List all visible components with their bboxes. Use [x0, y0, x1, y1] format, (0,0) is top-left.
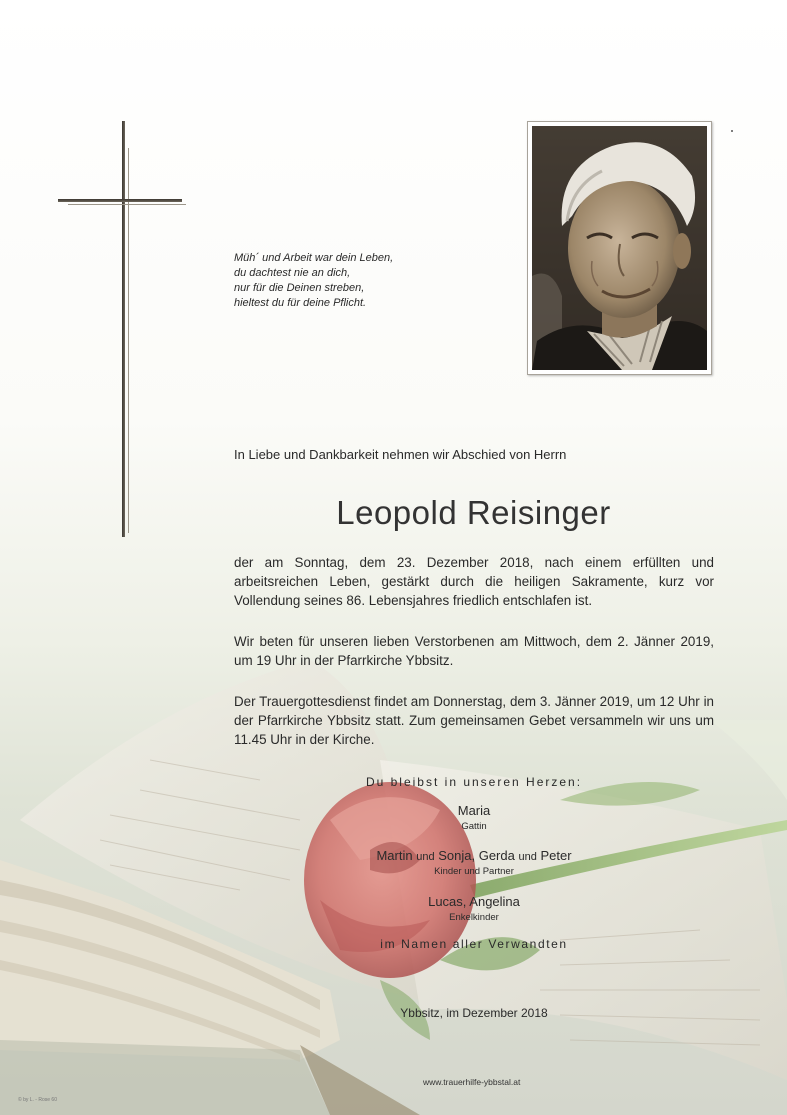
children-names: Martin und Sonja, Gerda und Peter	[376, 848, 572, 863]
poem-line: Müh´ und Arbeit war dein Leben,	[234, 252, 394, 264]
speck-dot	[731, 130, 733, 132]
child-name: Peter	[540, 848, 572, 863]
grandchildren-relation: Enkelkinder	[449, 912, 499, 923]
intro-text: In Liebe und Dankbarkeit nehmen wir Abschied von Herrn	[234, 447, 567, 462]
conjunction: und	[416, 851, 435, 863]
portrait-photo-frame	[527, 121, 712, 375]
portrait-photo	[532, 126, 707, 370]
service-paragraph: Der Trauergottesdienst findet am Donnerstag, dem 3. Jänner 2019, um 12 Uhr in der Pfarrkirche Ybbsitz statt. Zum gemeinsamen Gebet versammeln wir uns um 11.45 Uhr in der Kirche.	[234, 694, 714, 747]
grandchildren-names: Lucas, Angelina	[428, 894, 520, 909]
closing-line: im Namen aller Verwandten	[380, 937, 568, 951]
child-name: Sonja	[438, 848, 472, 863]
death-paragraph: der am Sonntag, dem 23. Dezember 2018, nach einem erfüllten und arbeitsreichen Leben, gestärkt durch die heiligen Sakramente, kurz vor Vollendung seines 86. Lebensjahres friedlich entschlafen ist.	[234, 555, 714, 608]
website-link[interactable]: www.trauerhilfe-ybbstal.at	[423, 1077, 521, 1087]
poem	[234, 251, 393, 311]
spouse-relation: Gattin	[461, 821, 487, 832]
child-name: Martin	[376, 848, 413, 863]
poem-line: nur für die Deinen streben,	[234, 282, 365, 294]
spouse-name: Maria	[457, 803, 491, 818]
children-relation: Kinder und Partner	[434, 866, 514, 877]
poem-line: du dachtest nie an dich,	[234, 267, 351, 279]
place-date: Ybbsitz, im Dezember 2018	[400, 1006, 548, 1020]
conjunction: und	[518, 851, 537, 863]
poem-line: hieltest du für deine Pflicht.	[234, 297, 367, 309]
design-code: © by L. - Rose 60	[18, 1097, 57, 1103]
child-name: Gerda	[478, 848, 515, 863]
deceased-name: Leopold Reisinger	[336, 494, 611, 531]
mourners-heading: Du bleibst in unseren Herzen:	[365, 775, 583, 789]
prayer-paragraph: Wir beten für unseren lieben Verstorbenen am Mittwoch, dem 2. Jänner 2019, um 19 Uhr in der Pfarrkirche Ybbsitz.	[234, 634, 714, 668]
